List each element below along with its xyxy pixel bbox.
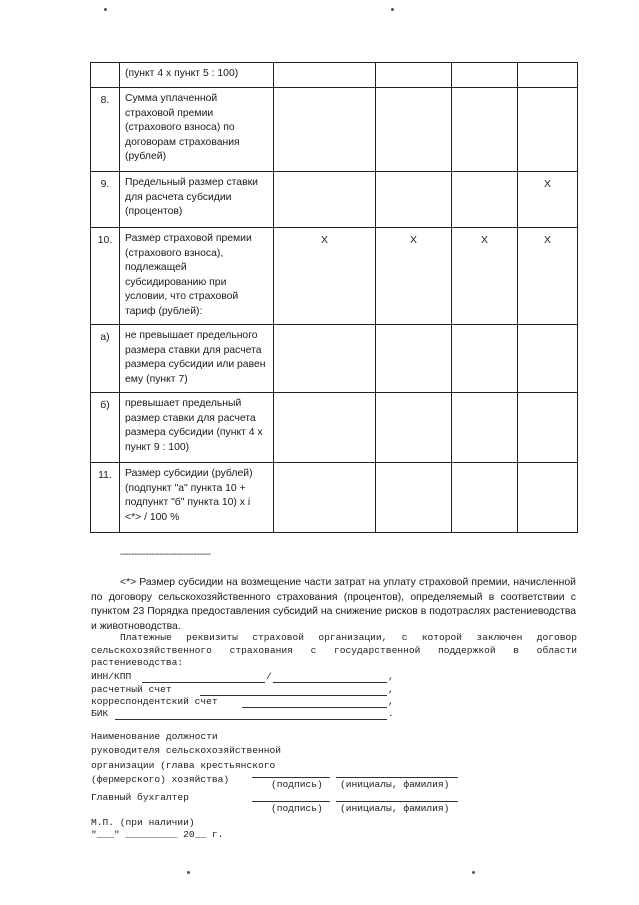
row-number: б) — [91, 393, 120, 463]
table-row — [91, 88, 578, 172]
inn-separator: / — [266, 671, 272, 682]
footnote-text: <*> Размер субсидии на возмещение части затрат на уплату страховой премии, начисленной по договору сельскохозяйственного страхования (процентов), определяемый в соответствии с пунктом 23 Порядка предоставления субсидий на снижение рисков в подотраслях растениеводства и животноводства. — [91, 577, 576, 632]
row-description: Сумма уплаченной страховой премии (страхового взноса) по договорам страхования (рублей) — [120, 88, 274, 172]
head-signature-field — [252, 777, 330, 778]
value-cell — [376, 63, 452, 88]
value-cell — [376, 325, 452, 393]
scan-speck — [472, 871, 475, 874]
requisites-intro: Платежные реквизиты страховой организации, с которой заключен договор сельскохозяйственного страхования с государственной поддержкой в области растениеводства: — [91, 632, 577, 668]
value-cell: X — [376, 228, 452, 325]
accountant-signature-caption: (подпись) — [271, 803, 323, 814]
row-number: а) — [91, 325, 120, 393]
head-title: Наименование должности руководителя сельскохозяйственной организации (глава крестьянского (фермерского) хозяйства) — [91, 731, 281, 785]
date-line: "___" _________ 20__ г. — [91, 829, 224, 840]
account-label: расчетный счет — [91, 684, 172, 695]
subsidy-calculation-table — [90, 62, 578, 533]
head-signature-caption: (подпись) — [271, 779, 323, 790]
value-cell — [274, 325, 376, 393]
value-cell — [518, 88, 578, 172]
row-description: не превышает предельного размера ставки для расчета размера субсидии или равен ему (пункт 7) — [120, 325, 274, 393]
row-number: 9. — [91, 172, 120, 228]
row-description: (пункт 4 х пункт 5 : 100) — [120, 63, 274, 88]
value-cell: X — [518, 172, 578, 228]
accountant-label: Главный бухгалтер — [91, 792, 189, 803]
head-initials-field — [336, 777, 458, 778]
head-initials-caption: (инициалы, фамилия) — [340, 779, 450, 790]
row-number: 11. — [91, 463, 120, 533]
row-description: Размер страховой премии (страхового взноса), подлежащей субсидированию при условии, что страховой тариф (рублей): — [120, 228, 274, 325]
value-cell — [452, 463, 518, 533]
corr-account-label: корреспондентский счет — [91, 696, 218, 707]
value-cell — [274, 463, 376, 533]
table-row — [91, 228, 578, 325]
value-cell — [518, 463, 578, 533]
value-cell — [518, 63, 578, 88]
value-cell — [274, 88, 376, 172]
row-number — [91, 63, 120, 88]
scan-speck — [391, 8, 394, 11]
kpp-field — [273, 682, 387, 683]
value-cell — [376, 172, 452, 228]
row-number: 8. — [91, 88, 120, 172]
bik-field — [115, 719, 387, 720]
account-comma: , — [388, 684, 394, 695]
value-cell — [376, 393, 452, 463]
account-field — [200, 695, 387, 696]
table-row — [91, 463, 578, 533]
table-row — [91, 393, 578, 463]
inn-kpp-label: ИНН/КПП — [91, 671, 132, 682]
scan-speck — [104, 8, 107, 11]
accountant-signature-field — [252, 801, 330, 802]
row-description: превышает предельный размер ставки для расчета размера субсидии (пункт 4 х пункт 9 : 100) — [120, 393, 274, 463]
value-cell — [376, 88, 452, 172]
value-cell: X — [518, 228, 578, 325]
value-cell: X — [452, 228, 518, 325]
value-cell — [452, 172, 518, 228]
value-cell — [274, 63, 376, 88]
row-description: Предельный размер ставки для расчета субсидии (процентов) — [120, 172, 274, 228]
value-cell — [452, 63, 518, 88]
value-cell — [274, 172, 376, 228]
seal-label: М.П. (при наличии) — [91, 817, 195, 828]
value-cell — [518, 393, 578, 463]
value-cell — [452, 325, 518, 393]
inn-field — [142, 682, 265, 683]
value-cell — [518, 325, 578, 393]
row-description: Размер субсидии (рублей) (подпункт "а" пункта 10 + подпункт "б" пункта 10) х i <*> / 100 % — [120, 463, 274, 533]
bik-period: . — [388, 708, 394, 719]
value-cell — [452, 393, 518, 463]
corr-comma: , — [388, 696, 394, 707]
value-cell — [376, 463, 452, 533]
table-row — [91, 325, 578, 393]
accountant-initials-caption: (инициалы, фамилия) — [340, 803, 450, 814]
bik-label: БИК — [91, 708, 109, 719]
scan-speck — [187, 871, 190, 874]
accountant-initials-field — [336, 801, 458, 802]
row-number: 10. — [91, 228, 120, 325]
value-cell — [274, 393, 376, 463]
table-row — [91, 172, 578, 228]
inn-comma: , — [388, 671, 394, 682]
footnote-rule: -------------------------------- — [120, 549, 211, 560]
corr-account-field — [242, 707, 387, 708]
table-row — [91, 63, 578, 88]
value-cell — [452, 88, 518, 172]
value-cell: X — [274, 228, 376, 325]
